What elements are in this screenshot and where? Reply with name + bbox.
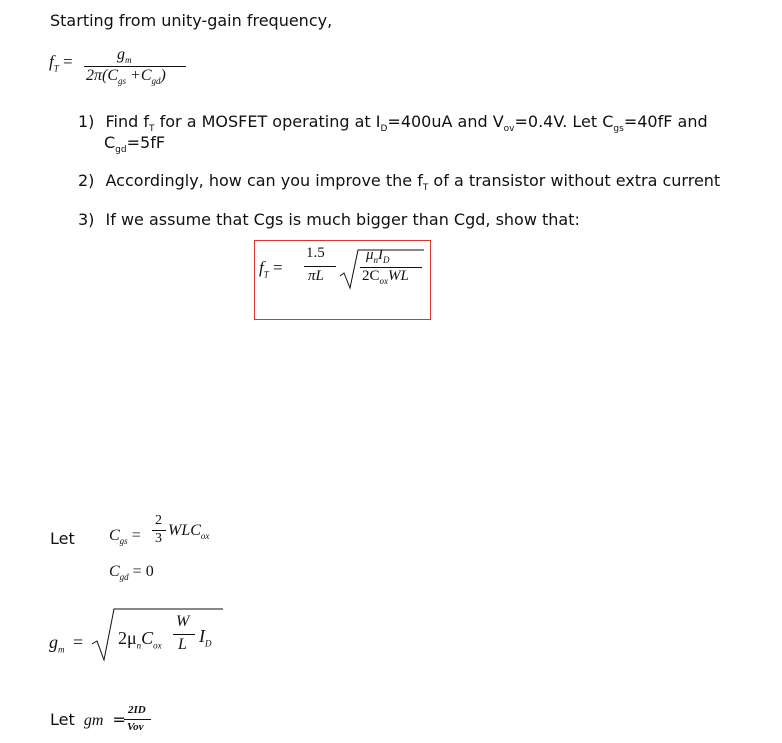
boxed-rad-den: $2C_{ox}WL$ (362, 268, 409, 286)
ft-formula: $f_T$ = (49, 52, 73, 74)
gm-frac-den: L (178, 636, 187, 653)
boxed-rad-num: $\mu_nI_D$ (366, 247, 390, 265)
let-label-2: Let gm = (50, 710, 126, 729)
cgs-rhs: $WLC_{ox}$ (168, 522, 210, 542)
question-3: 3) If we assume that Cgs is much bigger than Cgd, show that: (78, 210, 580, 229)
cgd-line: $C_{gd} = 0$ (109, 563, 154, 583)
cgs-lhs: $C_{gs}$ = (109, 527, 141, 547)
let2-frac-bar (124, 719, 151, 720)
let-label-1: Let (50, 529, 75, 548)
intro-text: Starting from unity-gain frequency, (50, 11, 333, 30)
question-1-line2: $C_{gd}=5fF$ (104, 133, 166, 156)
let2-num: 2ID (128, 704, 146, 716)
gm-frac-num: W (176, 613, 190, 630)
boxed-lhs: $f_T$ = (259, 258, 283, 280)
gm-tail: $I_D$ (199, 626, 212, 649)
gm-frac-bar (173, 634, 195, 635)
gm-radicand: $2\mu_nC_{ox}$ (118, 628, 162, 651)
let2-den: Vov (127, 721, 144, 733)
cgs-frac-num: 2 (155, 513, 162, 528)
gm-lhs: $g_m$ = (49, 632, 84, 655)
question-1: 1) Find $f_T$ for a MOSFET operating at $I_D=400uA$ and $V_{ov}=0.4V$. Let $C_{gs}=40fF$ and (78, 112, 708, 135)
boxed-den: πL (308, 268, 324, 284)
ft-numerator: $g_m$ (117, 46, 132, 66)
cgs-frac-den: 3 (155, 531, 162, 546)
question-2: 2) Accordingly, how can you improve the $f_T$ of a transistor without extra current (78, 171, 721, 194)
boxed-num: 1.5 (306, 245, 325, 261)
ft-denominator: $2\pi(C_{gs} +C_{gd})$ (86, 67, 166, 87)
boxed-frac-bar (304, 266, 336, 267)
